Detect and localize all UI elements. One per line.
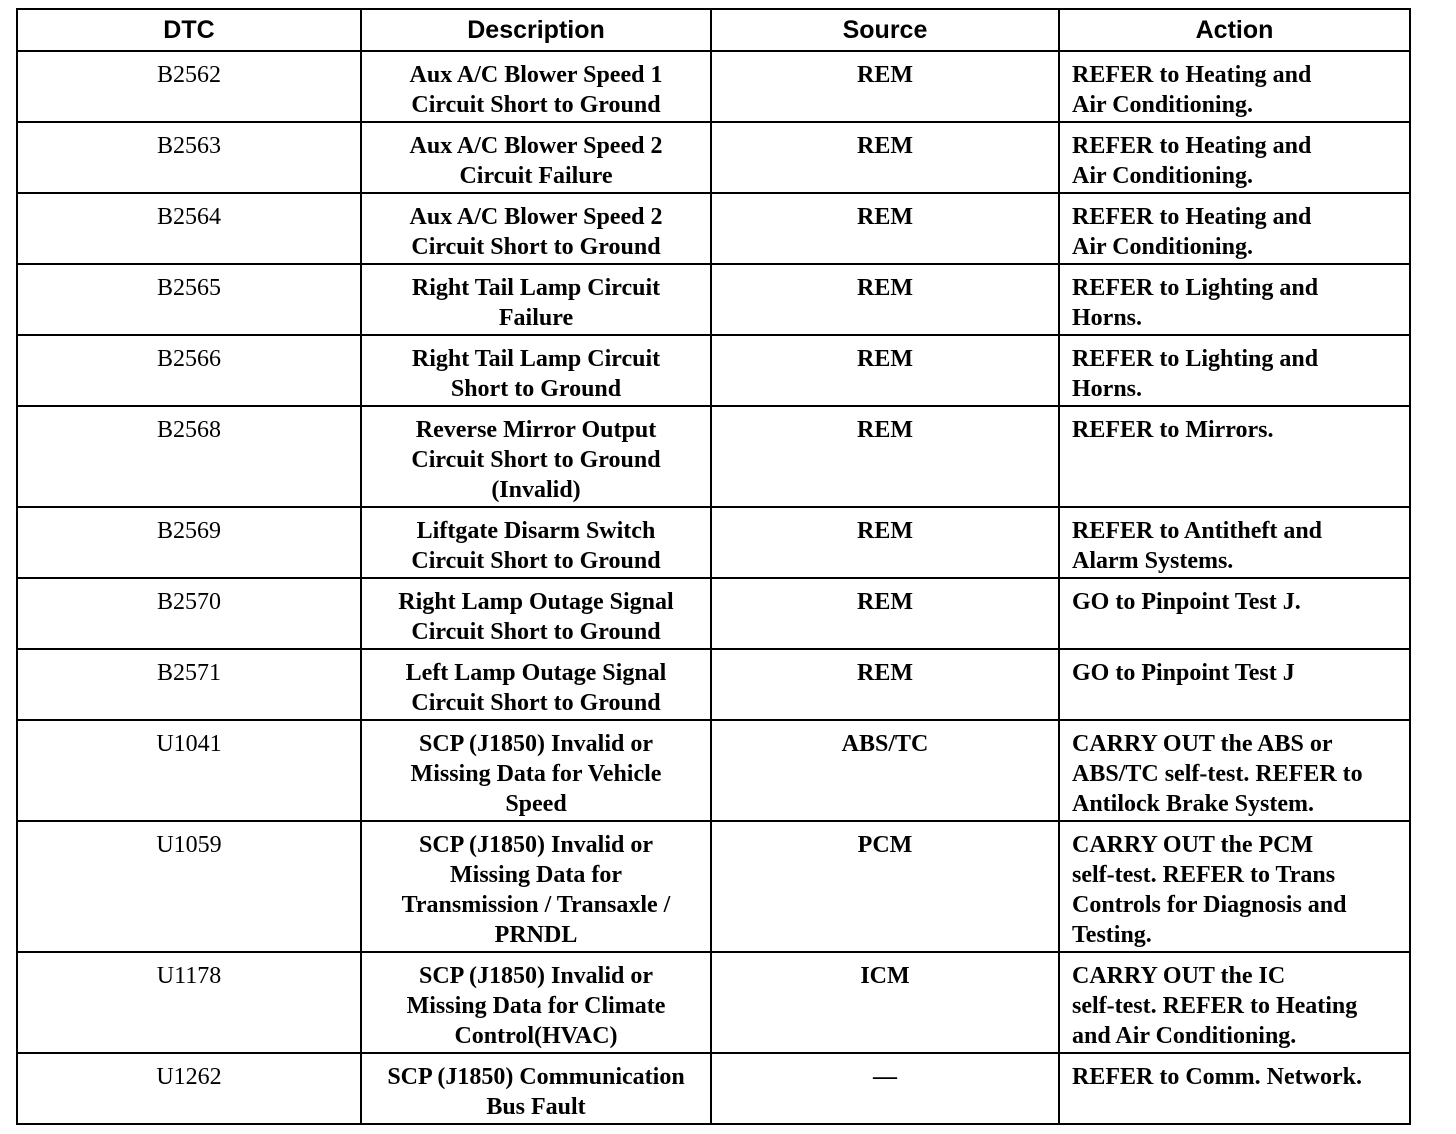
description-cell-text: Right Tail Lamp Circuit Failure <box>411 275 661 331</box>
action-cell <box>1059 720 1410 821</box>
source-cell <box>711 406 1059 507</box>
dtc-cell-text: B2569 <box>156 518 221 544</box>
table-row <box>17 578 1410 649</box>
action-cell-text: GO to Pinpoint Test J. <box>1072 589 1301 615</box>
description-cell-text: Aux A/C Blower Speed 2 Circuit Short to Ground <box>409 204 663 260</box>
action-cell-text: REFER to Antitheft and Alarm Systems. <box>1072 518 1323 574</box>
dtc-cell <box>17 821 361 952</box>
description-cell-text: Right Lamp Outage Signal Circuit Short to Ground <box>398 589 674 645</box>
dtc-cell-text: B2562 <box>156 62 221 88</box>
source-cell <box>711 193 1059 264</box>
description-cell-text: Aux A/C Blower Speed 2 Circuit Failure <box>409 133 663 189</box>
description-cell <box>361 264 711 335</box>
source-cell <box>711 507 1059 578</box>
dtc-cell <box>17 507 361 578</box>
source-cell-text: REM <box>857 62 913 88</box>
description-cell <box>361 952 711 1053</box>
description-cell-text: SCP (J1850) Communication Bus Fault <box>387 1064 685 1120</box>
table-row <box>17 264 1410 335</box>
dtc-cell <box>17 720 361 821</box>
action-cell-text: REFER to Heating and Air Conditioning. <box>1072 62 1312 118</box>
source-cell-text: REM <box>857 346 913 372</box>
header-description: Description <box>361 9 711 51</box>
table-row <box>17 193 1410 264</box>
action-cell <box>1059 406 1410 507</box>
action-cell <box>1059 578 1410 649</box>
action-cell-text: CARRY OUT the ABS or ABS/TC self-test. REFER to Antilock Brake System. <box>1072 731 1363 817</box>
dtc-cell <box>17 122 361 193</box>
table-row <box>17 821 1410 952</box>
source-cell-text: REM <box>857 133 913 159</box>
action-cell <box>1059 193 1410 264</box>
action-cell <box>1059 821 1410 952</box>
table-row <box>17 507 1410 578</box>
table-row <box>17 51 1410 122</box>
source-cell-text: REM <box>857 417 913 443</box>
action-cell-text: GO to Pinpoint Test J <box>1072 660 1295 686</box>
description-cell <box>361 578 711 649</box>
header-action: Action <box>1059 9 1410 51</box>
source-cell <box>711 1053 1059 1124</box>
action-cell <box>1059 649 1410 720</box>
source-cell <box>711 264 1059 335</box>
dtc-cell <box>17 335 361 406</box>
description-cell <box>361 335 711 406</box>
table-row <box>17 122 1410 193</box>
source-cell-text: PCM <box>857 832 913 858</box>
table-row <box>17 1053 1410 1124</box>
source-cell <box>711 649 1059 720</box>
source-cell <box>711 821 1059 952</box>
dtc-cell-text: B2564 <box>156 204 221 230</box>
action-cell <box>1059 122 1410 193</box>
header-source: Source <box>711 9 1059 51</box>
dtc-table <box>16 8 1411 1125</box>
description-cell-text: SCP (J1850) Invalid or Missing Data for Climate Control(HVAC) <box>406 963 666 1049</box>
action-cell <box>1059 51 1410 122</box>
action-cell-text: REFER to Comm. Network. <box>1072 1064 1362 1090</box>
description-cell <box>361 821 711 952</box>
table-row <box>17 406 1410 507</box>
description-cell-text: Right Tail Lamp Circuit Short to Ground <box>411 346 661 402</box>
table-body <box>17 51 1410 1124</box>
dtc-cell-text: B2565 <box>156 275 221 301</box>
dtc-cell <box>17 649 361 720</box>
description-cell-text: SCP (J1850) Invalid or Missing Data for Transmission / Transaxle / PRNDL <box>401 832 671 948</box>
source-cell-text: REM <box>857 589 913 615</box>
dtc-cell <box>17 193 361 264</box>
dtc-cell <box>17 264 361 335</box>
source-cell <box>711 578 1059 649</box>
description-cell <box>361 51 711 122</box>
dtc-cell <box>17 952 361 1053</box>
source-cell-text: REM <box>857 660 913 686</box>
dtc-cell-text: U1059 <box>156 832 222 858</box>
table-header <box>17 9 1410 51</box>
table-row <box>17 649 1410 720</box>
source-cell <box>711 335 1059 406</box>
description-cell <box>361 193 711 264</box>
action-cell-text: REFER to Lighting and Horns. <box>1072 275 1319 331</box>
header-row <box>17 9 1410 51</box>
description-cell-text: Aux A/C Blower Speed 1 Circuit Short to Ground <box>409 62 663 118</box>
description-cell-text: Reverse Mirror Output Circuit Short to Ground (Invalid) <box>411 417 661 503</box>
source-cell-text: REM <box>857 275 913 301</box>
dtc-cell-text: U1262 <box>156 1064 222 1090</box>
description-cell-text: Left Lamp Outage Signal Circuit Short to Ground <box>405 660 667 716</box>
action-cell <box>1059 952 1410 1053</box>
description-cell <box>361 720 711 821</box>
dtc-cell-text: B2566 <box>156 346 221 372</box>
description-cell <box>361 649 711 720</box>
action-cell <box>1059 264 1410 335</box>
header-dtc: DTC <box>17 9 361 51</box>
source-cell-text: REM <box>857 518 913 544</box>
dtc-cell-text: B2571 <box>156 660 221 686</box>
description-cell <box>361 406 711 507</box>
dtc-cell-text: B2570 <box>156 589 221 615</box>
table-row <box>17 952 1410 1053</box>
dtc-cell <box>17 51 361 122</box>
table-row <box>17 720 1410 821</box>
source-cell-text: REM <box>857 204 913 230</box>
description-cell <box>361 507 711 578</box>
source-cell <box>711 720 1059 821</box>
dtc-cell-text: U1041 <box>156 731 222 757</box>
action-cell <box>1059 507 1410 578</box>
source-cell <box>711 952 1059 1053</box>
action-cell-text: REFER to Heating and Air Conditioning. <box>1072 133 1312 189</box>
source-cell-text: ABS/TC <box>841 731 929 757</box>
action-cell-text: REFER to Mirrors. <box>1072 417 1274 443</box>
table-row <box>17 335 1410 406</box>
action-cell-text: REFER to Heating and Air Conditioning. <box>1072 204 1312 260</box>
source-cell <box>711 51 1059 122</box>
description-cell-text: Liftgate Disarm Switch Circuit Short to Ground <box>411 518 661 574</box>
source-cell-text: — <box>873 1064 897 1090</box>
description-cell <box>361 122 711 193</box>
dtc-cell <box>17 406 361 507</box>
action-cell-text: CARRY OUT the PCM self-test. REFER to Trans Controls for Diagnosis and Testing. <box>1072 832 1347 948</box>
dtc-cell-text: B2568 <box>156 417 221 443</box>
dtc-cell-text: U1178 <box>156 963 222 989</box>
dtc-cell <box>17 1053 361 1124</box>
source-cell-text: ICM <box>860 963 910 989</box>
action-cell-text: CARRY OUT the IC self-test. REFER to Heating and Air Conditioning. <box>1072 963 1358 1049</box>
action-cell <box>1059 335 1410 406</box>
description-cell-text: SCP (J1850) Invalid or Missing Data for Vehicle Speed <box>410 731 662 817</box>
dtc-cell-text: B2563 <box>156 133 221 159</box>
action-cell <box>1059 1053 1410 1124</box>
source-cell <box>711 122 1059 193</box>
description-cell <box>361 1053 711 1124</box>
dtc-cell <box>17 578 361 649</box>
action-cell-text: REFER to Lighting and Horns. <box>1072 346 1319 402</box>
